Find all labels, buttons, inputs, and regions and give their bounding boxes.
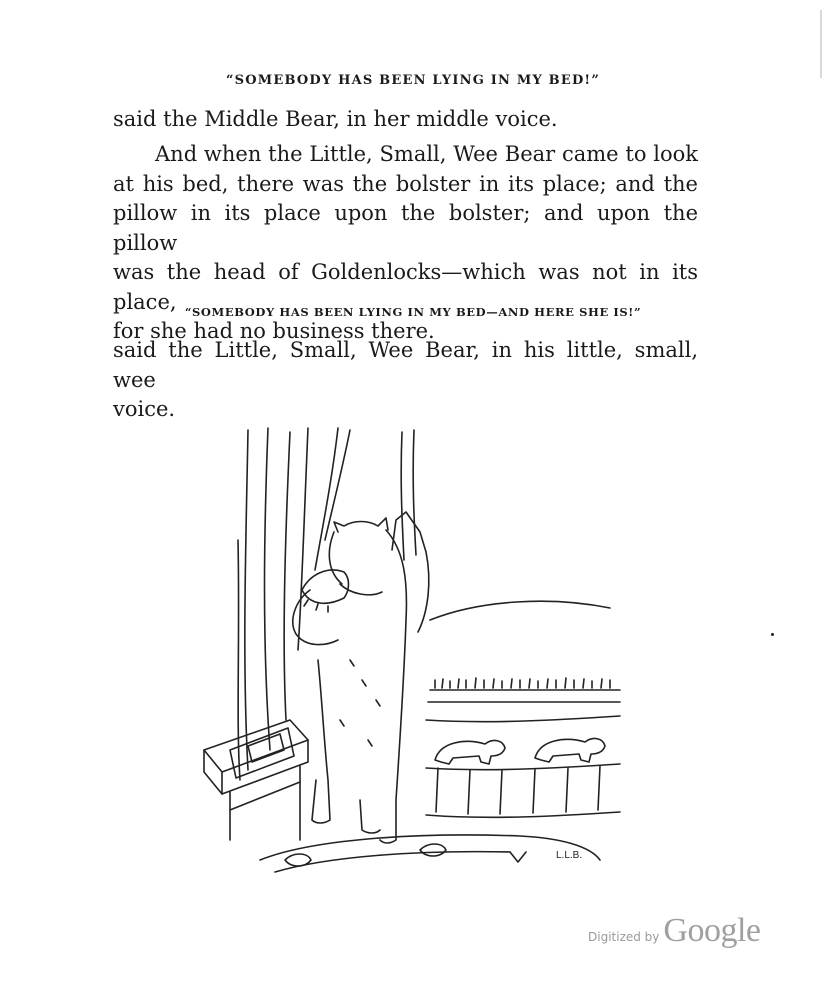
- bear-at-bed-illustration: [190, 420, 630, 890]
- curtain: [238, 428, 416, 780]
- text-line: was the head of Goldenlocks—which was not in its place,: [113, 260, 698, 314]
- text-line: for she had no business there.: [113, 319, 435, 343]
- text-line: pillow in its place upon the bolster; and upon the pillow: [113, 201, 698, 255]
- bedside-table: [204, 720, 308, 840]
- heading-middle-bear: “SOMEBODY HAS BEEN LYING IN MY BED!”: [225, 73, 601, 88]
- page-edge: [820, 10, 822, 78]
- text-line: said the Middle Bear, in her middle voice.: [113, 107, 558, 131]
- text-line: voice.: [113, 397, 176, 421]
- text-line: And when the Little, Small, Wee Bear came to look: [155, 142, 698, 166]
- text-line: at his bed, there was the bolster in its place; and the: [113, 171, 698, 196]
- paragraph-little-bear: [113, 336, 698, 425]
- bear-border-motif: [435, 739, 605, 764]
- bed: [426, 601, 620, 817]
- heading-little-bear: “SOMEBODY HAS BEEN LYING IN MY BED—AND HERE SHE IS!”: [184, 305, 642, 319]
- digitized-by-label: Digitized by: [588, 930, 660, 944]
- ink-speck: [771, 633, 774, 636]
- standing-bear: [293, 512, 429, 843]
- digitized-by-google-watermark: [588, 912, 761, 950]
- paragraph-middle-bear: [113, 105, 698, 135]
- artist-monogram: L.L.B.: [556, 850, 583, 861]
- rug: [260, 835, 600, 872]
- google-logo: Google: [663, 912, 761, 949]
- text-line: said the Little, Small, Wee Bear, in his little, small, wee: [113, 338, 698, 392]
